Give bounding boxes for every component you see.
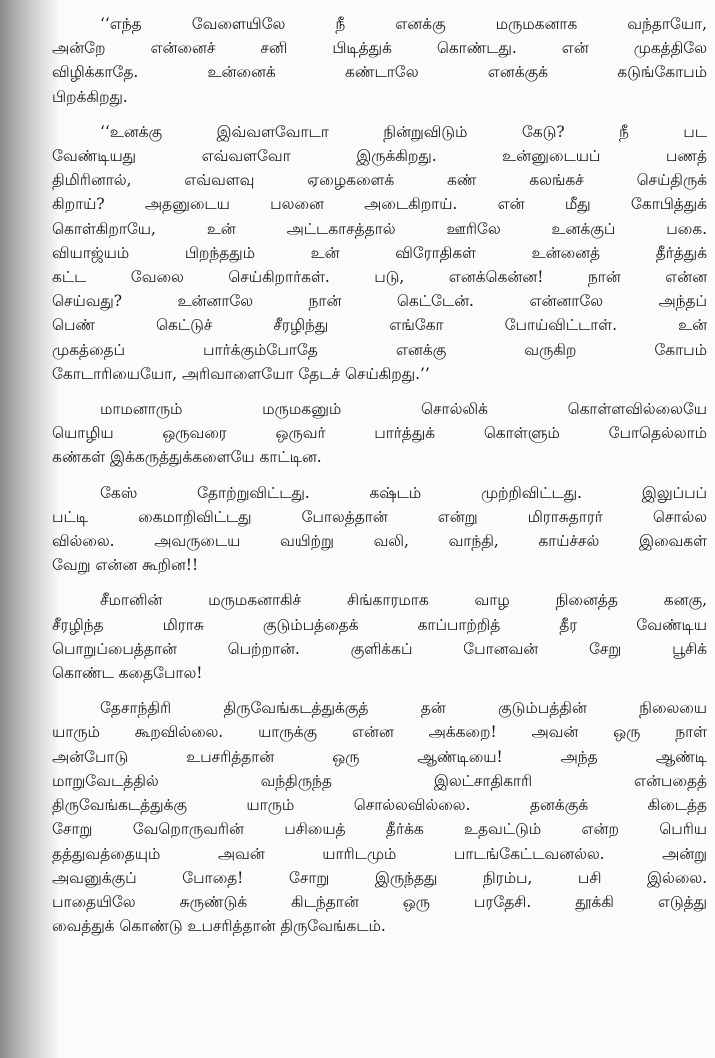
text-line: சீமானின் மருமகனாகிச் சிங்காரமாக வாழ நினைத்த கனகு, bbox=[100, 591, 707, 610]
text-line: திருவேங்கடத்துக்கு யாரும் சொல்லவில்லை. தனக்குக் கிடைத்த bbox=[52, 796, 707, 815]
text-line: கண்கள் இக்கருத்துக்களையே காட்டின. bbox=[52, 448, 322, 467]
text-line: கொள்கிறாயே, உன் அட்டகாசத்தால் ஊரிலே உனக்குப் பகை. bbox=[52, 219, 707, 238]
text-line: யொழிய ஒருவரை ஒருவர் பார்த்துக் கொள்ளும் போதெல்லாம் bbox=[52, 424, 707, 443]
text-line: அவனுக்குப் போதை! சோறு இருந்தது நிரம்ப, பசி இல்லை. bbox=[52, 868, 707, 887]
text-line: வில்லை. அவருடைய வயிற்று வலி, வாந்தி, காய்ச்சல் இவைகள் bbox=[52, 532, 707, 551]
text-line: சீரழிந்த மிராசு குடும்பத்தைக் காப்பாற்றித் தீர வேண்டிய bbox=[52, 615, 707, 634]
text-line: வேறு என்ன கூறின!! bbox=[52, 556, 199, 575]
text-line: அன்றே என்னைச் சனி பிடித்துக் கொண்டது. என் முகத்திலே bbox=[52, 39, 707, 58]
text-line: கட்ட வேலை செய்கிறார்கள். படு, எனக்கென்ன! நான் என்ன bbox=[52, 268, 707, 287]
text-line: தத்துவத்தையும் அவன் யாரிடமும் பாடங்கேட்டவனல்ல. அன்று bbox=[52, 844, 707, 863]
text-line: விழிக்காதே. உன்னைக் கண்டாலே எனக்குக் கடுங்கோபம் bbox=[52, 63, 707, 82]
text-line: பட்டி கைமாறிவிட்டது போலத்தான் என்று மிராசுதாரர் சொல்ல bbox=[52, 507, 707, 526]
paragraph bbox=[52, 120, 707, 386]
paragraph bbox=[52, 12, 707, 109]
text-line: முகத்தைப் பார்க்கும்போதே எனக்கு வருகிற கோபம் bbox=[52, 340, 707, 359]
text-line: வேண்டியது எவ்வளவோ இருக்கிறது. உன்னுடையப் பணத் bbox=[52, 147, 707, 166]
text-line: மாமனாரும் மருமகனும் சொல்லிக் கொள்ளவில்லையே bbox=[100, 400, 707, 419]
text-line: கிறாய்? அதனுடைய பலனை அடைகிறாய். என் மீது கோபித்துக் bbox=[52, 195, 707, 214]
paragraph bbox=[52, 588, 707, 685]
text-line: ‘‘உனக்கு இவ்வளவோடா நின்றுவிடும் கேடு? நீ பட bbox=[100, 122, 707, 141]
text-line: மாறுவேடத்தில் வந்திருந்த இலட்சாதிகாரி என்பதைத் bbox=[52, 771, 707, 790]
text-line: வியாஜ்யம் பிறந்ததும் உன் விரோதிகள் உன்னைத் தீர்த்துக் bbox=[52, 243, 707, 262]
text-line: பாதையிலே சுருண்டுக் கிடந்தான் ஒரு பரதேசி. தூக்கி எடுத்து bbox=[52, 892, 707, 911]
text-line: யாரும் கூறவில்லை. யாருக்கு என்ன அக்கறை! அவன் ஒரு நாள் bbox=[52, 723, 707, 742]
text-line: திமிரினால், எவ்வளவு ஏழைகளைக் கண் கலங்கச் செய்திருக் bbox=[52, 171, 707, 190]
text-line: அன்போடு உபசரித்தான் ஒரு ஆண்டியை! அந்த ஆண்டி bbox=[52, 747, 707, 766]
text-line: ‘‘எந்த வேளையிலே நீ எனக்கு மருமகனாக வந்தாயோ, bbox=[100, 15, 707, 33]
text-line: சோறு வேறொருவரின் பசியைத் தீர்க்க உதவட்டும் என்ற பெரிய bbox=[52, 820, 707, 839]
page-text bbox=[52, 12, 707, 949]
paragraph bbox=[52, 481, 707, 578]
text-line: தேசாந்திரி திருவேங்கடத்துக்குத் தன் குடும்பத்தின் நிலையை bbox=[100, 699, 707, 718]
paragraph bbox=[52, 696, 707, 938]
text-line: பொறுப்பைத்தான் பெற்றான். குளிக்கப் போனவன் சேறு பூசிக் bbox=[52, 639, 707, 658]
text-line: பிறக்கிறது. bbox=[52, 87, 128, 106]
paragraph bbox=[52, 397, 707, 470]
text-line: வைத்துக் கொண்டு உபசரித்தான் திருவேங்கடம். bbox=[52, 917, 386, 936]
text-line: செய்வது? உன்னாலே நான் கெட்டேன். என்னாலே அந்தப் bbox=[52, 292, 707, 311]
text-line: பெண் கெட்டுச் சீரழிந்து எங்கோ போய்விட்டாள். உன் bbox=[52, 316, 707, 335]
text-line: கோடாரியையோ, அரிவாளையோ தேடச் செய்கிறது.’’ bbox=[52, 364, 430, 383]
text-line: கேஸ் தோற்றுவிட்டது. கஷ்டம் முற்றிவிட்டது. இலுப்பப் bbox=[100, 483, 707, 502]
binding-shadow bbox=[0, 0, 60, 1058]
text-line: கொண்ட கதைபோல! bbox=[52, 664, 203, 683]
